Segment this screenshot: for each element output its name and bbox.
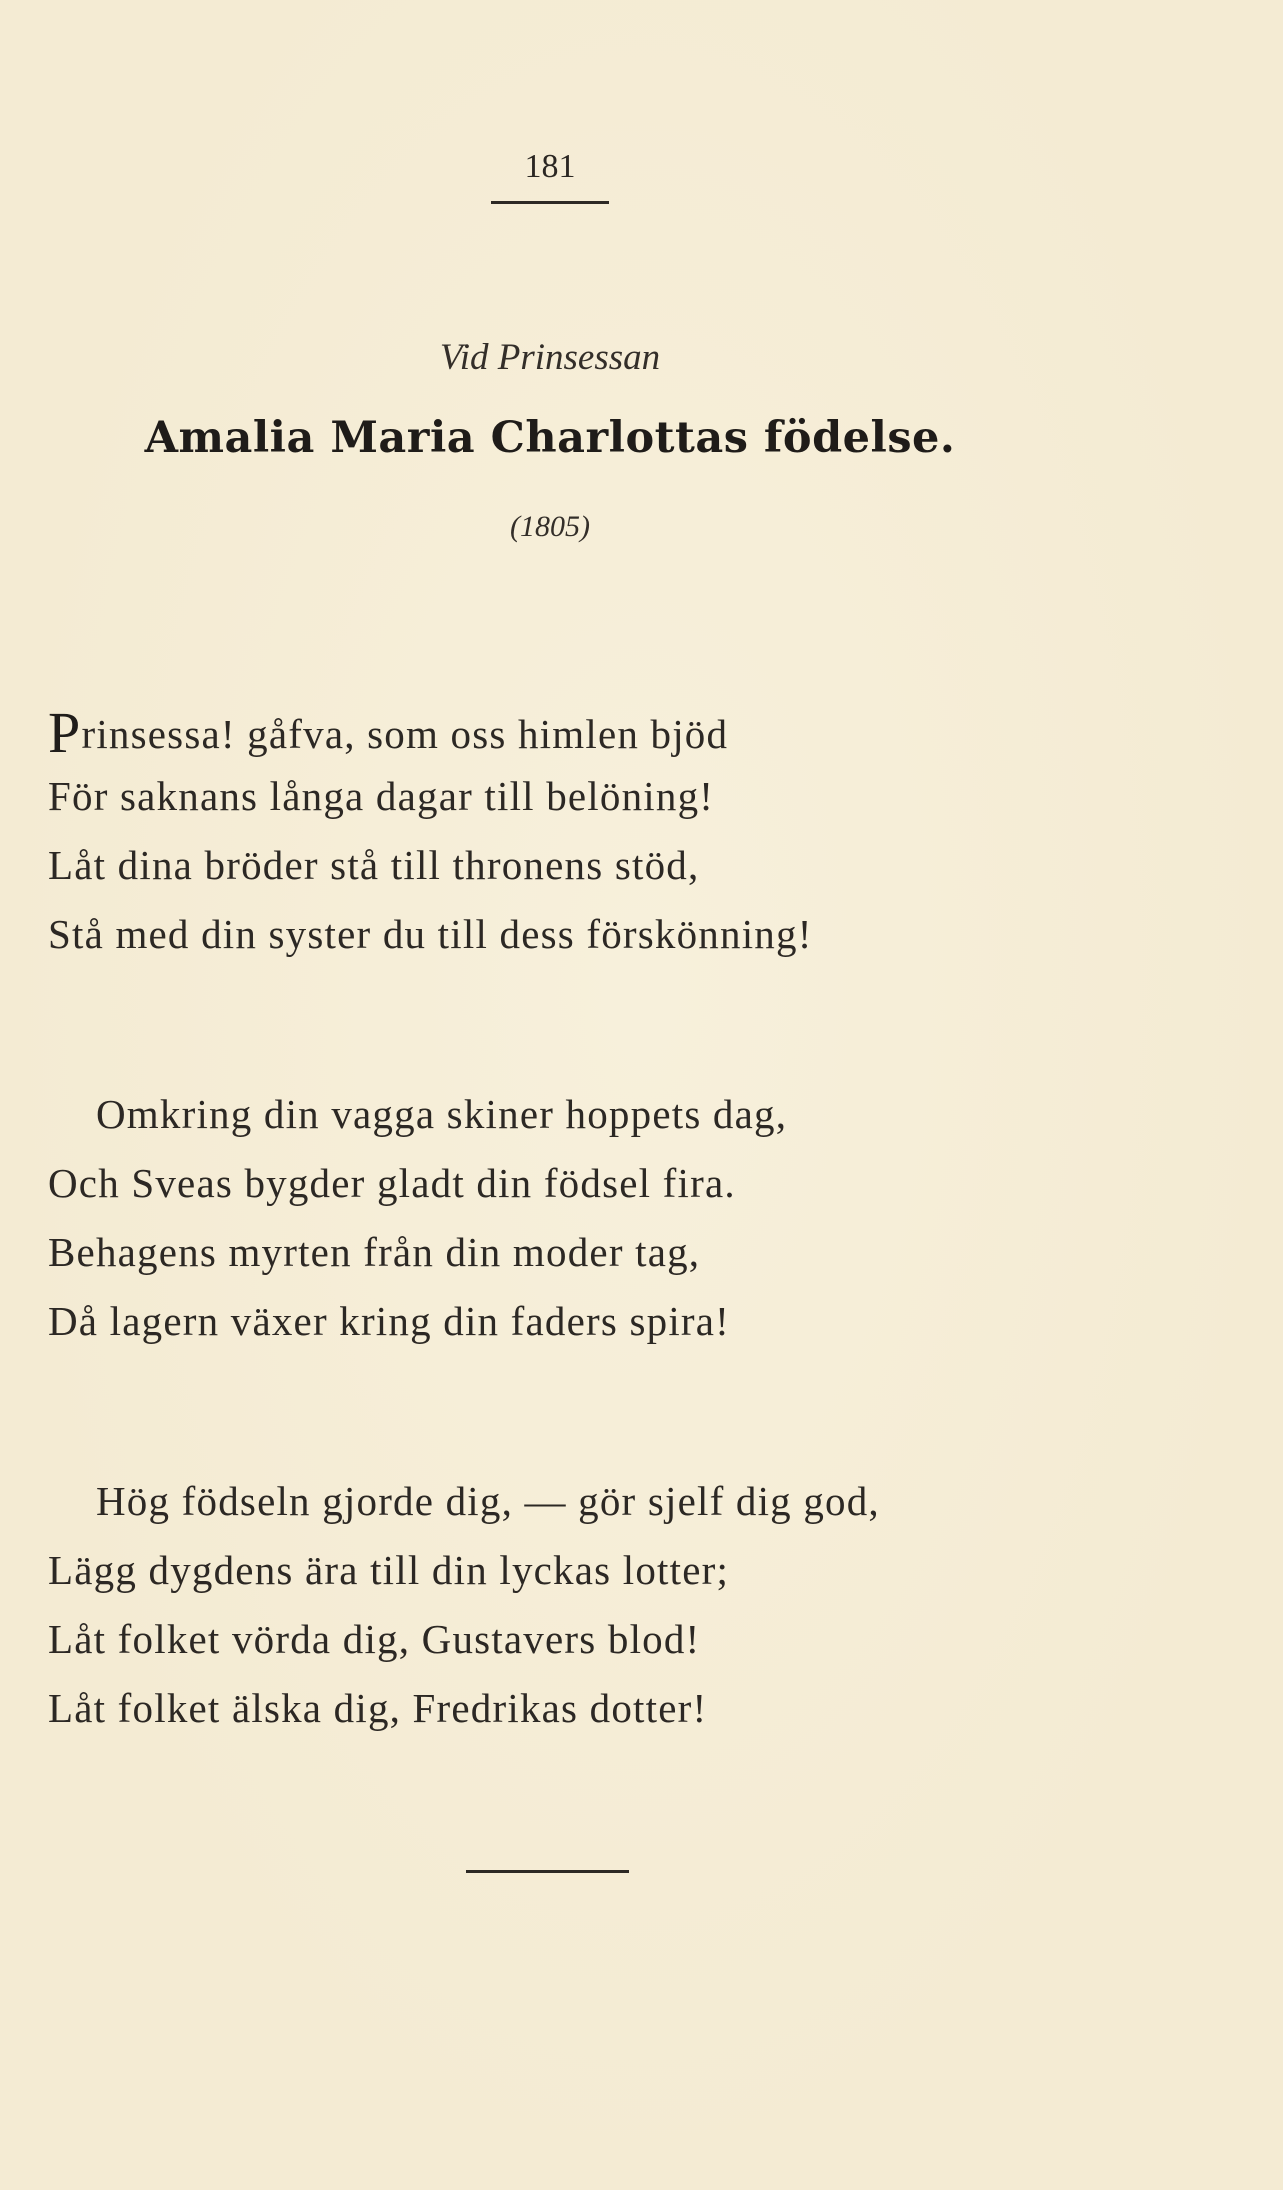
stanza-2-line-4: Då lagern växer kring din faders spira! — [48, 1298, 731, 1344]
poem-subtitle: Vid Prinsessan — [439, 337, 661, 378]
stanza-2-line-3: Behagens myrten från din moder tag, — [48, 1229, 701, 1275]
stanza-1-line-2: För saknans långa dagar till belöning! — [48, 773, 715, 819]
poem-title: Amalia Maria Charlottas födelse. — [144, 413, 956, 463]
footer-rule — [466, 1870, 629, 1873]
stanza-1-line-3: Låt dina bröder stå till thronens stöd, — [48, 842, 700, 888]
stanza-3-line-4: Låt folket älska dig, Fredrikas dotter! — [48, 1685, 708, 1731]
header-rule — [491, 201, 609, 204]
stanza-2-line-1: Omkring din vagga skiner hoppets dag, — [96, 1091, 788, 1137]
stanza-1-line-4: Stå med din syster du till dess förskönning! — [48, 911, 813, 957]
poem-year: (1805) — [510, 510, 590, 543]
stanza-3-line-2: Lägg dygdens ära till din lyckas lotter; — [48, 1547, 730, 1593]
stanza-3-line-1: Hög födseln gjorde dig, — gör sjelf dig god, — [96, 1478, 880, 1524]
stanza-2-line-2: Och Sveas bygder gladt din födsel fira. — [48, 1160, 736, 1206]
page-number: 181 — [524, 148, 576, 185]
stanza-1-line-1 — [48, 700, 729, 765]
drop-cap: P — [48, 700, 82, 765]
line-text: rinsessa! gåfva, som oss himlen bjöd — [81, 711, 729, 757]
stanza-3-line-3: Låt folket vörda dig, Gustavers blod! — [48, 1616, 701, 1662]
